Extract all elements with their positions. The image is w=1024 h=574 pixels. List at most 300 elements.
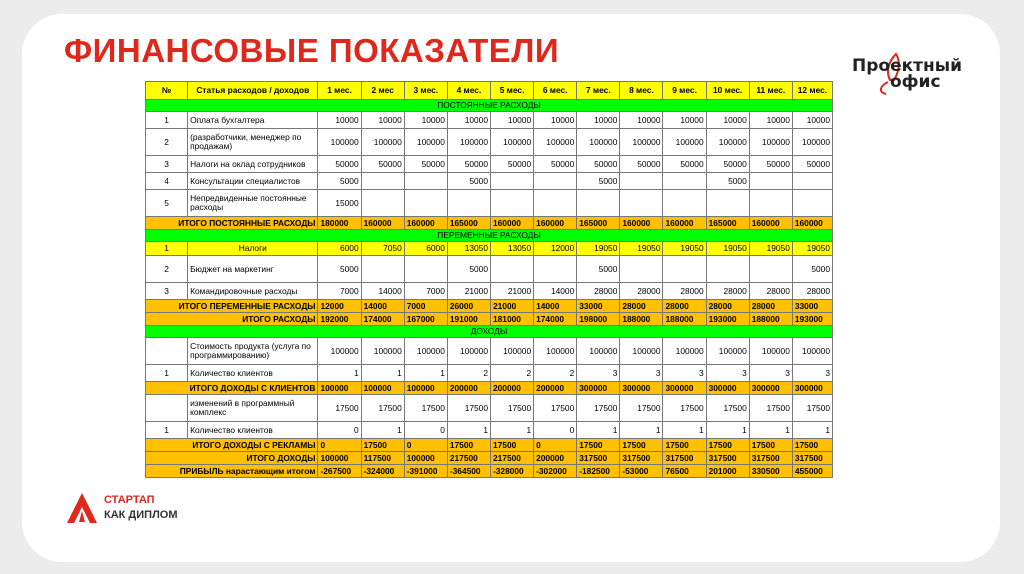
table-cell: 100000 [361, 338, 404, 365]
table-cell: 33000 [792, 300, 832, 313]
table-cell [404, 173, 447, 190]
section-row [146, 230, 833, 242]
table-cell: 100000 [620, 129, 663, 156]
table-cell: 1 [490, 422, 533, 439]
table-cell: 50000 [749, 156, 792, 173]
table-cell [706, 256, 749, 283]
table-cell: 100000 [534, 129, 577, 156]
table-cell: 167000 [404, 313, 447, 326]
table-cell [490, 256, 533, 283]
row-item-name: Налоги [188, 242, 318, 256]
table-cell: 160000 [792, 217, 832, 230]
table-cell: 100000 [447, 129, 490, 156]
table-cell [749, 256, 792, 283]
column-header: 9 мес. [663, 82, 706, 100]
table-cell: 50000 [318, 156, 361, 173]
table-cell: 17500 [663, 439, 706, 452]
footer-line-1: СТАРТАП [104, 494, 155, 506]
table-cell: 117500 [361, 452, 404, 465]
table-cell [534, 190, 577, 217]
table-cell: 1 [577, 422, 620, 439]
table-cell: 300000 [577, 382, 620, 395]
table-cell: 1 [792, 422, 832, 439]
table-row [146, 112, 833, 129]
table-cell: 5000 [447, 173, 490, 190]
table-cell: 100000 [663, 129, 706, 156]
table-cell: 1 [706, 422, 749, 439]
table-cell: 2 [447, 365, 490, 382]
table-cell: 14000 [361, 283, 404, 300]
table-cell: 5000 [706, 173, 749, 190]
table-cell [404, 256, 447, 283]
table-cell: 17500 [706, 395, 749, 422]
row-item-name: (разработчики, менеджер по продажам) [188, 129, 318, 156]
table-cell: 12000 [318, 300, 361, 313]
row-item-name: Командировочные расходы [188, 283, 318, 300]
table-cell: 21000 [447, 283, 490, 300]
table-cell: 0 [318, 439, 361, 452]
table-cell: 174000 [361, 313, 404, 326]
total-label: ПРИБЫЛЬ нарастающим итогом [146, 465, 318, 478]
table-cell: 17500 [490, 395, 533, 422]
total-row [146, 465, 833, 478]
total-label: ИТОГО ПЕРЕМЕННЫЕ РАСХОДЫ [146, 300, 318, 313]
column-header: 8 мес. [620, 82, 663, 100]
table-cell [620, 256, 663, 283]
table-cell: 160000 [361, 217, 404, 230]
rocket-triangle-icon [64, 491, 100, 527]
table-cell: 160000 [404, 217, 447, 230]
table-cell: 28000 [663, 300, 706, 313]
table-cell: 1 [404, 365, 447, 382]
table-cell: 0 [404, 422, 447, 439]
table-cell: 1 [749, 422, 792, 439]
table-cell: 0 [404, 439, 447, 452]
table-cell: 100000 [361, 382, 404, 395]
table-cell: 10000 [663, 112, 706, 129]
table-cell: 1 [663, 422, 706, 439]
column-header: № [146, 82, 188, 100]
table-cell: 76500 [663, 465, 706, 478]
table-cell: 6000 [404, 242, 447, 256]
table-cell: 5000 [318, 256, 361, 283]
table-cell: 7000 [404, 300, 447, 313]
table-cell: -53000 [620, 465, 663, 478]
table-cell: 14000 [534, 300, 577, 313]
table-cell: 17500 [577, 439, 620, 452]
table-row [146, 283, 833, 300]
column-header: 3 мес. [404, 82, 447, 100]
table-row [146, 242, 833, 256]
table-cell: 174000 [534, 313, 577, 326]
table-row [146, 338, 833, 365]
table-cell [534, 256, 577, 283]
table-row [146, 156, 833, 173]
row-number: 1 [146, 242, 188, 256]
table-cell [577, 190, 620, 217]
table-cell: 14000 [361, 300, 404, 313]
table-cell: 200000 [534, 452, 577, 465]
table-row [146, 173, 833, 190]
table-cell: 5000 [447, 256, 490, 283]
table-cell: 28000 [620, 283, 663, 300]
table-cell: 50000 [792, 156, 832, 173]
table-cell: 160000 [490, 217, 533, 230]
table-cell: 17500 [620, 395, 663, 422]
total-row [146, 439, 833, 452]
table-cell: 100000 [318, 452, 361, 465]
total-label: ИТОГО ПОСТОЯННЫЕ РАСХОДЫ [146, 217, 318, 230]
table-cell: -328000 [490, 465, 533, 478]
table-cell: 10000 [577, 112, 620, 129]
table-cell: 10000 [318, 112, 361, 129]
table-cell [792, 173, 832, 190]
table-cell [447, 190, 490, 217]
table-cell: 217500 [490, 452, 533, 465]
table-cell: 10000 [447, 112, 490, 129]
table-cell: 165000 [447, 217, 490, 230]
table-cell: 6000 [318, 242, 361, 256]
table-cell [620, 190, 663, 217]
section-row [146, 100, 833, 112]
table-cell: 12000 [534, 242, 577, 256]
table-cell: 317500 [792, 452, 832, 465]
table-cell: 3 [749, 365, 792, 382]
row-number: 1 [146, 422, 188, 439]
table-cell [361, 173, 404, 190]
column-header: 1 мес. [318, 82, 361, 100]
table-cell: 100000 [792, 129, 832, 156]
column-header: 7 мес. [577, 82, 620, 100]
table-cell: 165000 [706, 217, 749, 230]
table-cell: 100000 [749, 129, 792, 156]
column-header: 6 мес. [534, 82, 577, 100]
row-number: 3 [146, 156, 188, 173]
page-title: ФИНАНСОВЫЕ ПОКАЗАТЕЛИ [64, 32, 560, 69]
total-row [146, 217, 833, 230]
table-cell: 160000 [663, 217, 706, 230]
table-cell: 165000 [577, 217, 620, 230]
row-number [146, 338, 188, 365]
table-cell: 100000 [706, 338, 749, 365]
table-cell: 200000 [447, 382, 490, 395]
table-cell: 10000 [361, 112, 404, 129]
table-cell: 28000 [792, 283, 832, 300]
table-cell: 1 [361, 422, 404, 439]
table-cell: 10000 [534, 112, 577, 129]
table-cell: 300000 [620, 382, 663, 395]
table-cell: 100000 [404, 382, 447, 395]
table-cell: 193000 [706, 313, 749, 326]
table-cell [534, 173, 577, 190]
table-header-row [146, 82, 833, 100]
total-label: ИТОГО ДОХОДЫ [146, 452, 318, 465]
table-cell: 3 [663, 365, 706, 382]
table-cell: 17500 [749, 395, 792, 422]
table-cell: 180000 [318, 217, 361, 230]
table-cell: 50000 [663, 156, 706, 173]
table-cell: -364500 [447, 465, 490, 478]
table-cell: 188000 [620, 313, 663, 326]
row-item-name: Оплата бухгалтера [188, 112, 318, 129]
table-cell: 300000 [706, 382, 749, 395]
table-cell: 100000 [534, 338, 577, 365]
table-cell: 26000 [447, 300, 490, 313]
column-header: 5 мес. [490, 82, 533, 100]
table-cell: 33000 [577, 300, 620, 313]
table-cell [404, 190, 447, 217]
table-cell: 317500 [706, 452, 749, 465]
table-cell: 28000 [749, 300, 792, 313]
table-cell: 28000 [706, 300, 749, 313]
table-cell: 5000 [318, 173, 361, 190]
table-cell: 5000 [577, 256, 620, 283]
table-cell: 17500 [490, 439, 533, 452]
table-cell: 19050 [749, 242, 792, 256]
table-cell: 192000 [318, 313, 361, 326]
table-cell: 191000 [447, 313, 490, 326]
table-cell: 21000 [490, 300, 533, 313]
table-cell: 100000 [749, 338, 792, 365]
table-row [146, 256, 833, 283]
table-cell: 100000 [447, 338, 490, 365]
table-cell: 5000 [792, 256, 832, 283]
table-cell: -324000 [361, 465, 404, 478]
table-cell: 3 [792, 365, 832, 382]
table-cell: 17500 [404, 395, 447, 422]
total-label: ИТОГО ДОХОДЫ С РЕКЛАМЫ [146, 439, 318, 452]
table-cell: 2 [490, 365, 533, 382]
table-cell: 13050 [447, 242, 490, 256]
table-cell: 17500 [706, 439, 749, 452]
row-number: 5 [146, 190, 188, 217]
table-cell: 1 [361, 365, 404, 382]
table-cell: 3 [620, 365, 663, 382]
table-cell: 317500 [749, 452, 792, 465]
table-cell: 19050 [620, 242, 663, 256]
table-cell: 1 [318, 365, 361, 382]
table-cell: 50000 [706, 156, 749, 173]
row-number [146, 395, 188, 422]
section-label: ПОСТОЯННЫЕ РАСХОДЫ [146, 100, 833, 112]
table-cell: 100000 [490, 338, 533, 365]
table-cell: 100000 [663, 338, 706, 365]
section-label: ПЕРЕМЕННЫЕ РАСХОДЫ [146, 230, 833, 242]
table-row [146, 129, 833, 156]
table-cell: -267500 [318, 465, 361, 478]
table-cell: 28000 [663, 283, 706, 300]
table-cell: 100000 [404, 338, 447, 365]
table-cell: 317500 [620, 452, 663, 465]
row-item-name: Непредвиденные постоянные расходы [188, 190, 318, 217]
table-cell [663, 256, 706, 283]
table-cell: 17500 [318, 395, 361, 422]
table-cell: 10000 [620, 112, 663, 129]
table-cell: 50000 [534, 156, 577, 173]
table-cell: 17500 [663, 395, 706, 422]
table-cell: 0 [534, 439, 577, 452]
table-cell: 50000 [404, 156, 447, 173]
table-cell: 217500 [447, 452, 490, 465]
row-item-name: Количество клиентов [188, 365, 318, 382]
table-cell [749, 173, 792, 190]
table-cell: 19050 [663, 242, 706, 256]
table-cell [749, 190, 792, 217]
table-cell [490, 190, 533, 217]
table-row [146, 395, 833, 422]
table-cell [361, 190, 404, 217]
row-item-name: Налоги на оклад сотрудников [188, 156, 318, 173]
total-label: ИТОГО ДОХОДЫ С КЛИЕНТОВ [146, 382, 318, 395]
total-row [146, 382, 833, 395]
table-cell: 5000 [577, 173, 620, 190]
table-cell: 19050 [792, 242, 832, 256]
table-cell: 17500 [361, 439, 404, 452]
table-cell: 100000 [318, 338, 361, 365]
section-row [146, 326, 833, 338]
table-cell: 19050 [706, 242, 749, 256]
table-cell: 317500 [577, 452, 620, 465]
column-header: 12 мес. [792, 82, 832, 100]
table-cell: 330500 [749, 465, 792, 478]
table-cell [490, 173, 533, 190]
table-cell: 17500 [534, 395, 577, 422]
total-row [146, 300, 833, 313]
table-cell: 100000 [620, 338, 663, 365]
logo-line-1: Проектный [852, 56, 963, 76]
row-number: 2 [146, 256, 188, 283]
table-cell: 3 [706, 365, 749, 382]
row-number: 3 [146, 283, 188, 300]
table-cell: 100000 [404, 452, 447, 465]
table-cell: 28000 [620, 300, 663, 313]
table-cell: 17500 [447, 395, 490, 422]
table-cell: 200000 [490, 382, 533, 395]
table-cell: 100000 [706, 129, 749, 156]
table-cell: 160000 [620, 217, 663, 230]
table-cell: 0 [534, 422, 577, 439]
table-cell [663, 190, 706, 217]
column-header: Статья расходов / доходов [188, 82, 318, 100]
table-row [146, 190, 833, 217]
table-row [146, 365, 833, 382]
table-cell: 10000 [404, 112, 447, 129]
table-cell: 50000 [447, 156, 490, 173]
table-cell: 100000 [318, 129, 361, 156]
table-cell: 100000 [318, 382, 361, 395]
row-number: 1 [146, 112, 188, 129]
row-item-name: Количество клиентов [188, 422, 318, 439]
table-cell: 10000 [490, 112, 533, 129]
table-cell: 17500 [577, 395, 620, 422]
row-number: 4 [146, 173, 188, 190]
table-cell: 201000 [706, 465, 749, 478]
table-cell: 193000 [792, 313, 832, 326]
table-cell: 100000 [577, 129, 620, 156]
table-cell: -391000 [404, 465, 447, 478]
table-cell [792, 190, 832, 217]
table-cell: 160000 [749, 217, 792, 230]
table-cell: 17500 [447, 439, 490, 452]
table-cell: 100000 [490, 129, 533, 156]
table-cell: 300000 [792, 382, 832, 395]
table-cell: 28000 [706, 283, 749, 300]
table-cell: 200000 [534, 382, 577, 395]
table-cell: 100000 [404, 129, 447, 156]
column-header: 11 мес. [749, 82, 792, 100]
table-cell: 317500 [663, 452, 706, 465]
table-cell: 181000 [490, 313, 533, 326]
table-cell: 50000 [361, 156, 404, 173]
table-cell: 17500 [792, 395, 832, 422]
table-cell: 455000 [792, 465, 832, 478]
column-header: 2 мес [361, 82, 404, 100]
section-label: ДОХОДЫ [146, 326, 833, 338]
table-cell: 28000 [577, 283, 620, 300]
table-cell [620, 173, 663, 190]
project-office-logo [850, 50, 975, 95]
table-cell: 100000 [577, 338, 620, 365]
table-cell: 300000 [749, 382, 792, 395]
table-cell: 50000 [620, 156, 663, 173]
row-item-name: изменений в программный комплекс [188, 395, 318, 422]
table-cell: 198000 [577, 313, 620, 326]
table-cell: 7050 [361, 242, 404, 256]
table-cell: 7000 [404, 283, 447, 300]
table-cell [663, 173, 706, 190]
table-cell: 50000 [490, 156, 533, 173]
table-cell [706, 190, 749, 217]
table-cell: 19050 [577, 242, 620, 256]
table-cell: 2 [534, 365, 577, 382]
row-item-name: Стоимость продукта (услуга по программированию) [188, 338, 318, 365]
table-cell: 188000 [749, 313, 792, 326]
total-row [146, 313, 833, 326]
table-cell: 17500 [792, 439, 832, 452]
table-row [146, 422, 833, 439]
startup-diploma-logo [64, 491, 194, 527]
total-label: ИТОГО РАСХОДЫ [146, 313, 318, 326]
table-cell: -302000 [534, 465, 577, 478]
table-cell: 17500 [361, 395, 404, 422]
table-cell: 10000 [792, 112, 832, 129]
table-cell: 15000 [318, 190, 361, 217]
table-cell: 10000 [749, 112, 792, 129]
table-cell: 50000 [577, 156, 620, 173]
table-cell: 17500 [749, 439, 792, 452]
table-cell: 188000 [663, 313, 706, 326]
table-cell: 17500 [620, 439, 663, 452]
table-cell: 160000 [534, 217, 577, 230]
row-item-name: Консультации специалистов [188, 173, 318, 190]
table-cell: 0 [318, 422, 361, 439]
table-cell: 100000 [792, 338, 832, 365]
table-cell [361, 256, 404, 283]
table-cell: 100000 [361, 129, 404, 156]
table-cell: 10000 [706, 112, 749, 129]
row-number: 1 [146, 365, 188, 382]
row-number: 2 [146, 129, 188, 156]
table-cell: -182500 [577, 465, 620, 478]
table-cell: 21000 [490, 283, 533, 300]
financial-indicators-table [145, 81, 833, 478]
total-row [146, 452, 833, 465]
table-cell: 28000 [749, 283, 792, 300]
table-cell: 7000 [318, 283, 361, 300]
table-cell: 1 [447, 422, 490, 439]
table-cell: 14000 [534, 283, 577, 300]
row-item-name: Бюджет на маркетинг [188, 256, 318, 283]
